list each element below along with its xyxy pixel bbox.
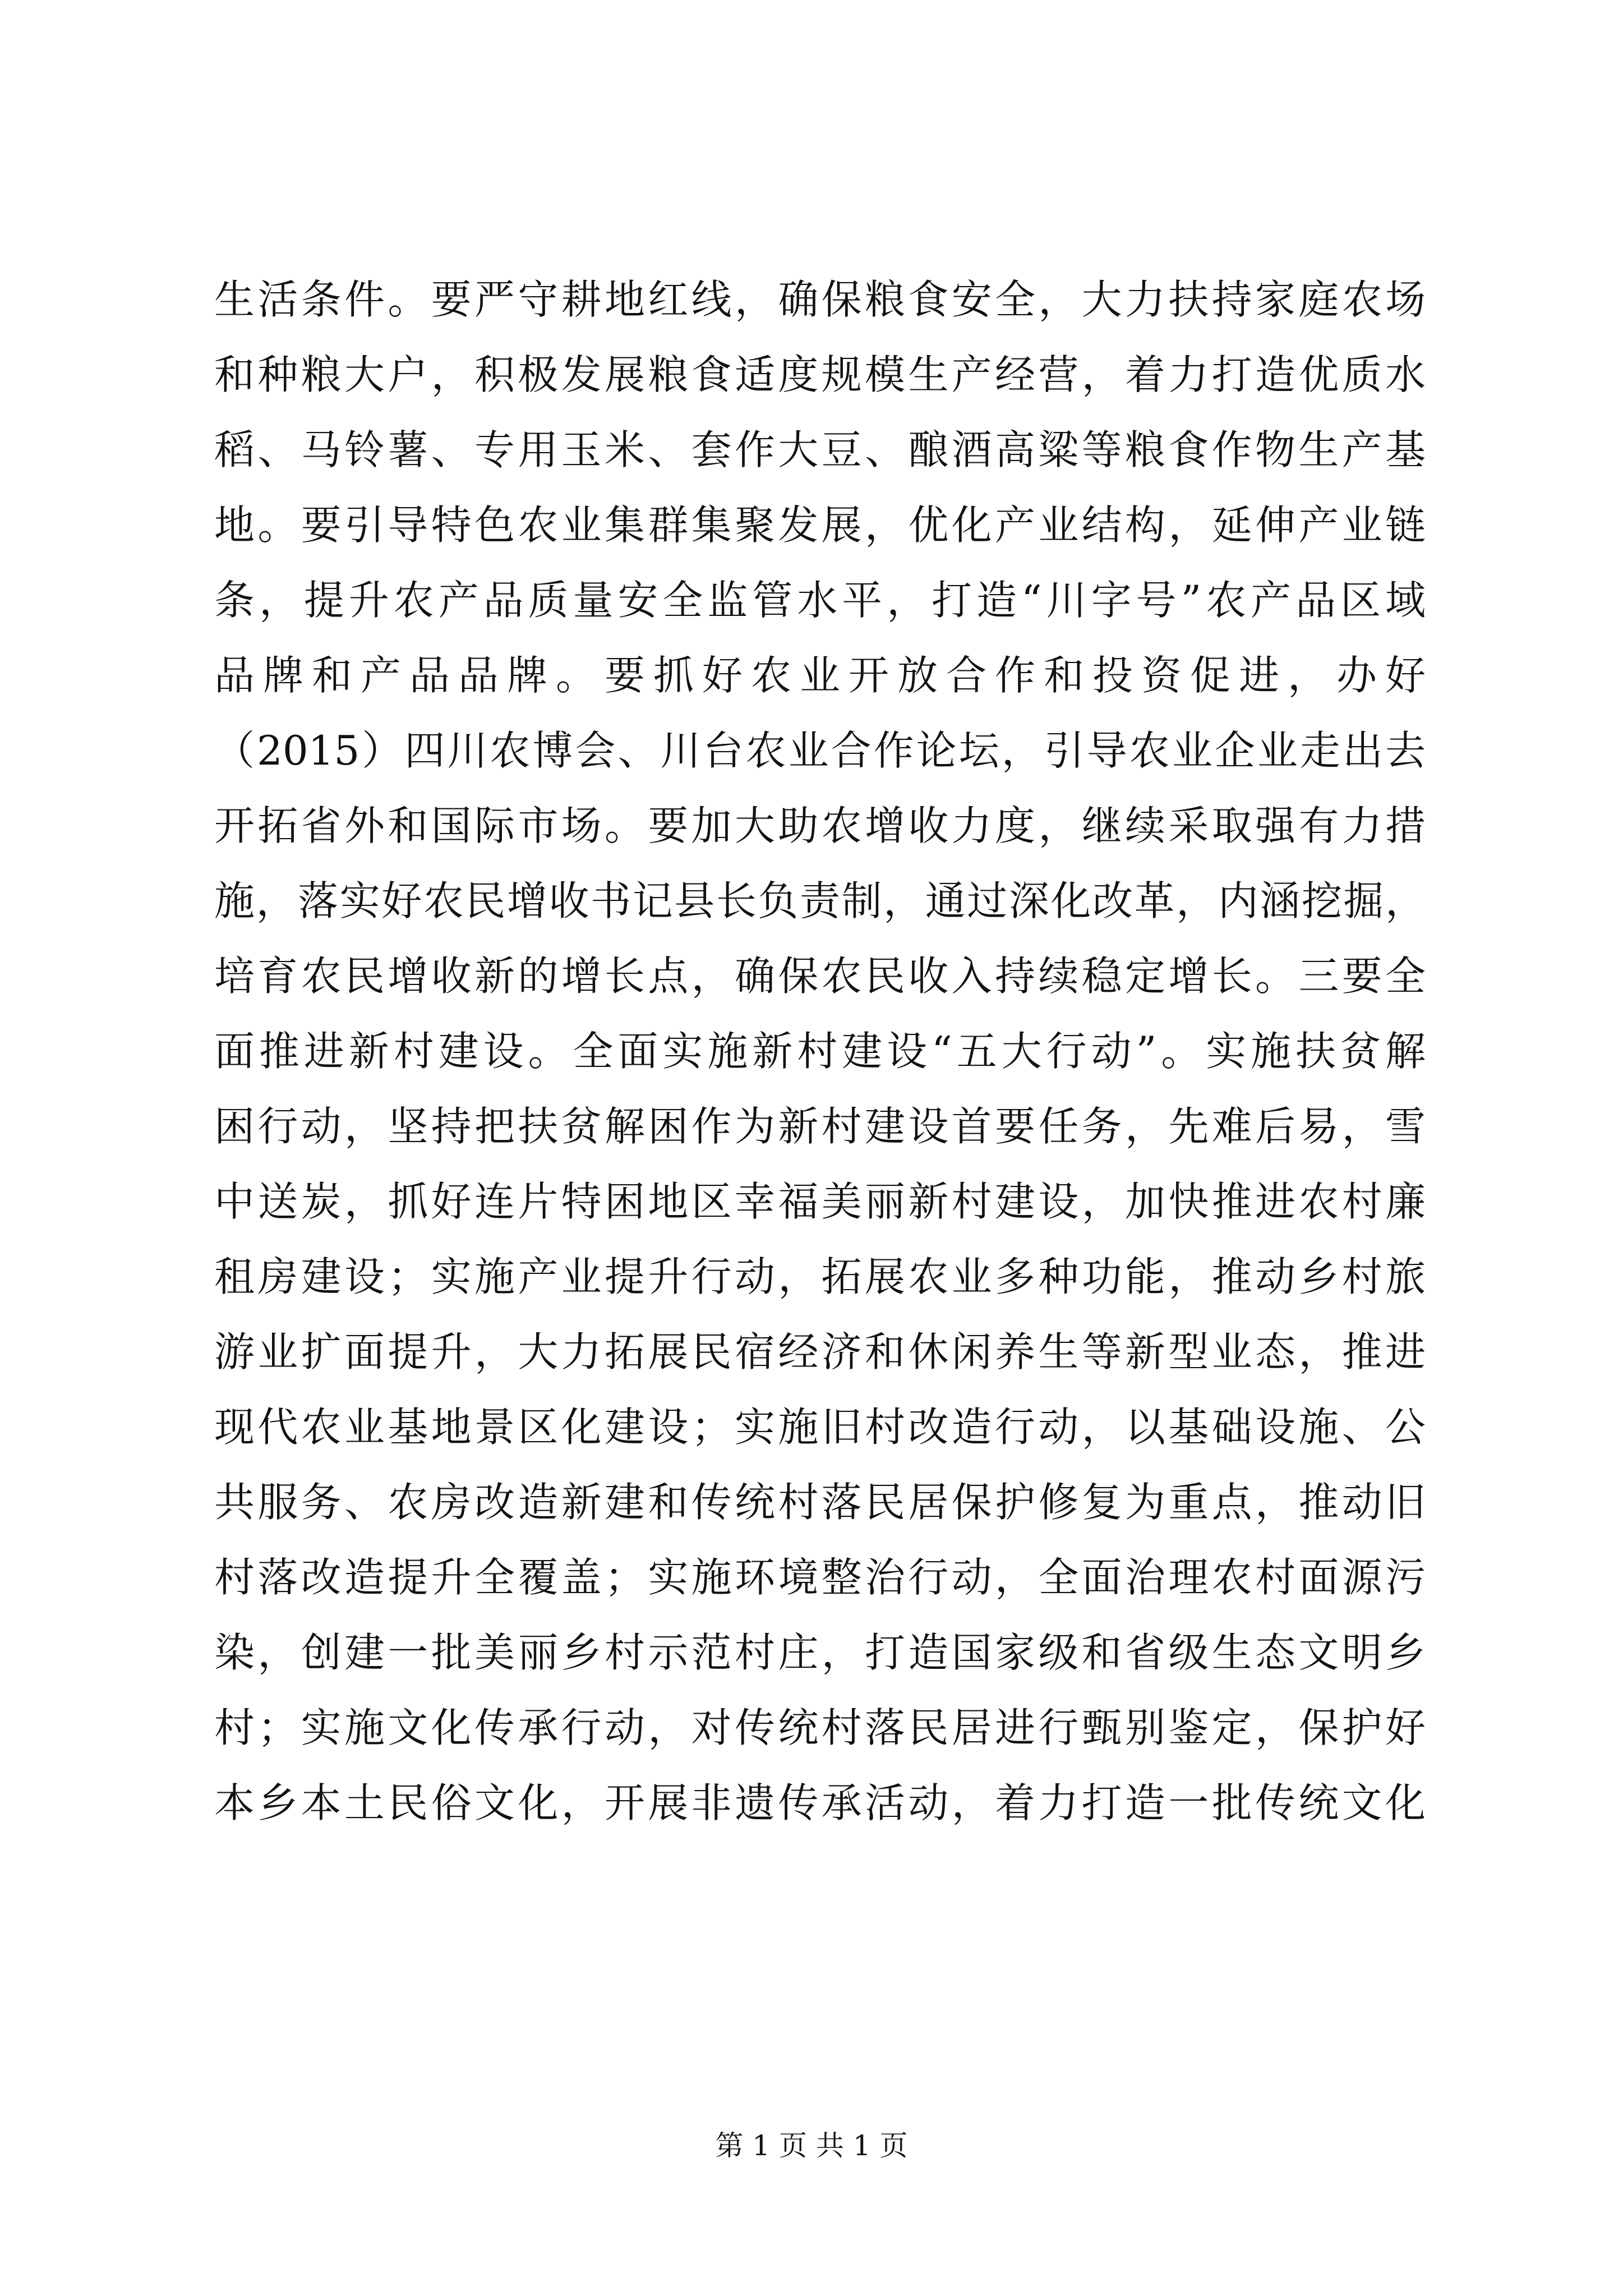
text-line: 本乡本土民俗文化，开展非遗传承活动，着力打造一批传统文化 [214, 1779, 1426, 1826]
text-line: 稻、马铃薯、专用玉米、套作大豆、酿酒高粱等粮食作物生产基 [214, 426, 1426, 473]
text-line: 游业扩面提升，大力拓展民宿经济和休闲养生等新型业态，推进 [214, 1328, 1426, 1375]
text-line: 地。要引导特色农业集群集聚发展，优化产业结构，延伸产业链 [214, 501, 1426, 549]
text-line: 面推进新村建设。全面实施新村建设“五大行动”。实施扶贫解 [214, 1028, 1426, 1075]
text-line: 染，创建一批美丽乡村示范村庄，打造国家级和省级生态文明乡 [214, 1629, 1426, 1676]
text-line: 村；实施文化传承行动，对传统村落民居进行甄别鉴定，保护好 [214, 1704, 1426, 1751]
text-line: （2015）四川农博会、川台农业合作论坛，引导农业企业走出去 [214, 727, 1426, 774]
text-line: 中送炭，抓好连片特困地区幸福美丽新村建设，加快推进农村廉 [214, 1178, 1426, 1225]
text-line: 条，提升农产品质量安全监管水平，打造“川字号”农产品区域 [214, 577, 1426, 624]
text-line: 培育农民增收新的增长点，确保农民收入持续稳定增长。三要全 [214, 953, 1426, 1000]
text-line: 困行动，坚持把扶贫解困作为新村建设首要任务，先难后易，雪 [214, 1103, 1426, 1150]
text-line: 现代农业基地景区化建设；实施旧村改造行动，以基础设施、公 [214, 1404, 1426, 1451]
document-body [214, 262, 1426, 1841]
text-line: 和种粮大户，积极发展粮食适度规模生产经营，着力打造优质水 [214, 351, 1426, 398]
text-line: 开拓省外和国际市场。要加大助农增收力度，继续采取强有力措 [214, 802, 1426, 849]
text-line: 品牌和产品品牌。要抓好农业开放合作和投资促进，办好 [214, 652, 1426, 699]
text-line: 租房建设；实施产业提升行动，拓展农业多种功能，推动乡村旅 [214, 1253, 1426, 1300]
text-line: 村落改造提升全覆盖；实施环境整治行动，全面治理农村面源污 [214, 1554, 1426, 1601]
text-line: 生活条件。要严守耕地红线，确保粮食安全，大力扶持家庭农场 [214, 276, 1426, 323]
text-line: 施，落实好农民增收书记县长负责制，通过深化改革，内涵挖掘， [214, 877, 1426, 924]
page-number-footer: 第 1 页 共 1 页 [715, 2129, 908, 2162]
text-line: 共服务、农房改造新建和传统村落民居保护修复为重点，推动旧 [214, 1479, 1426, 1526]
